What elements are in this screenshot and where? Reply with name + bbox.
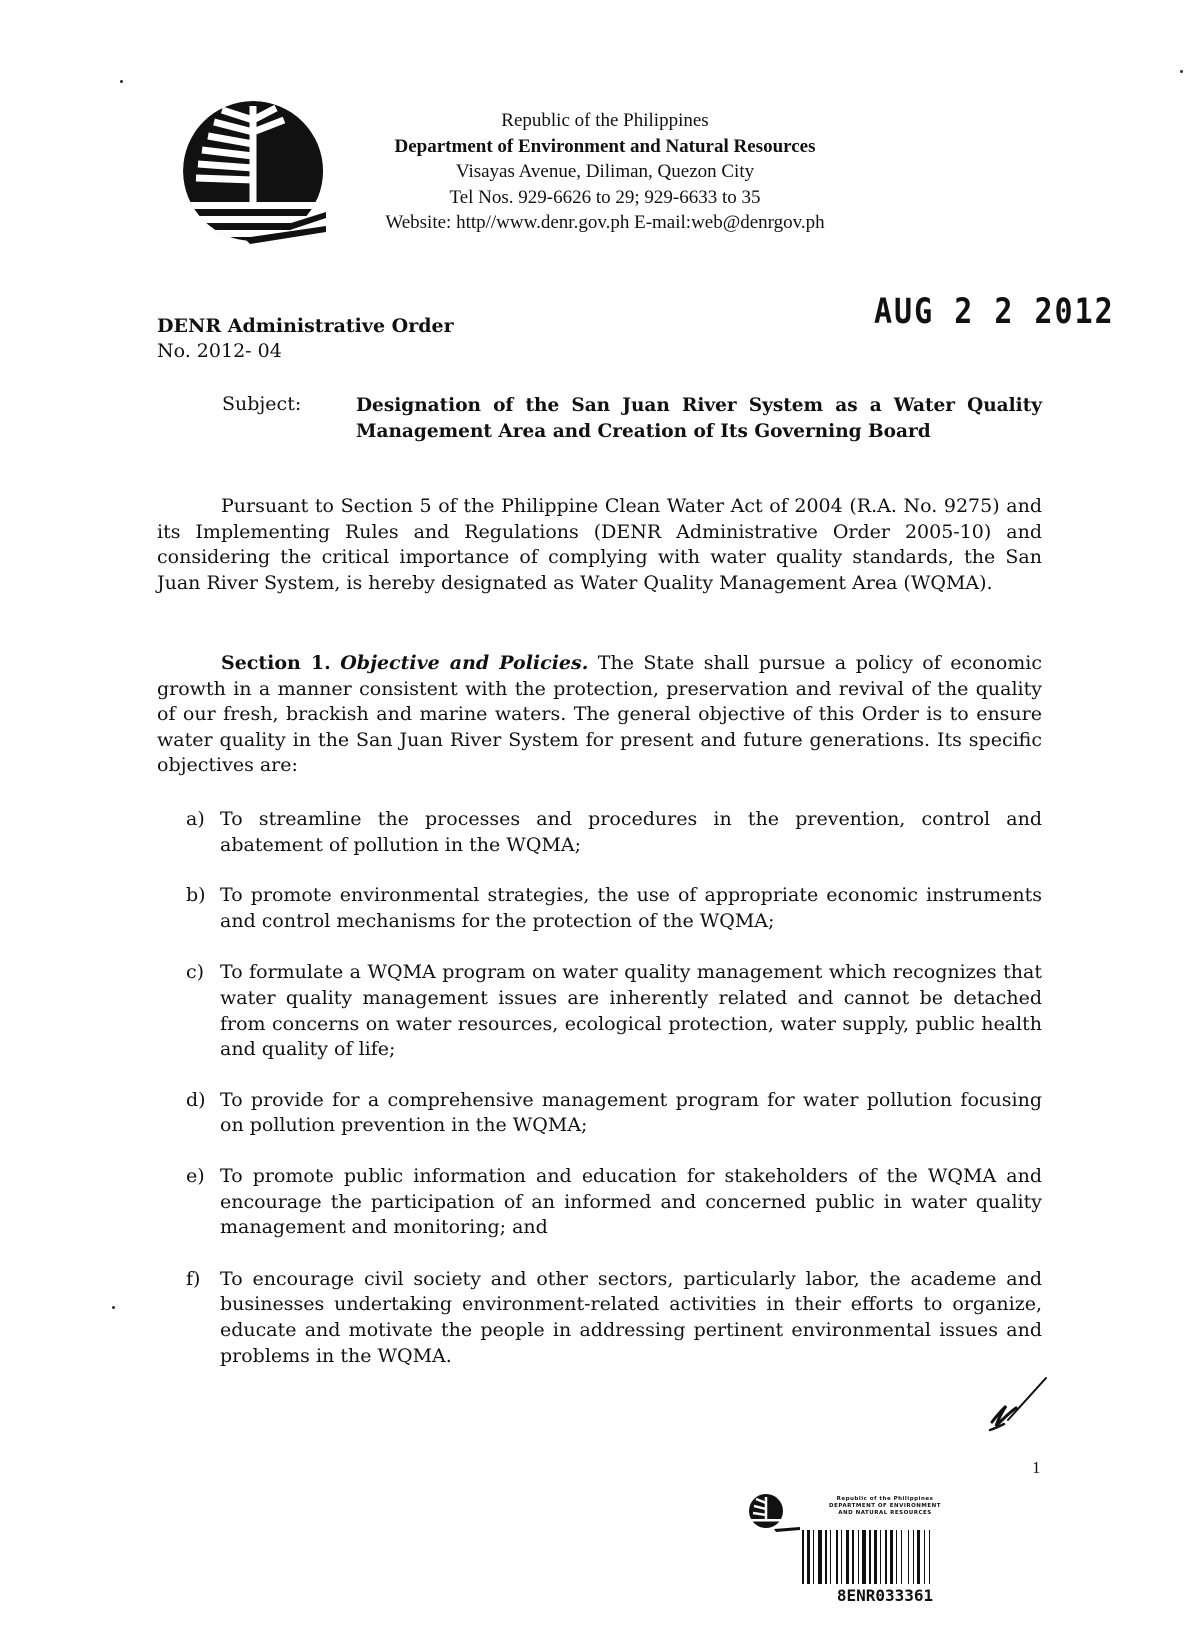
- barcode-bar: [869, 1530, 871, 1584]
- scan-speck: [1180, 70, 1183, 73]
- letterhead-website: Website: http//www.denr.gov.ph E-mail:web@denrgov.ph: [385, 212, 825, 233]
- barcode-bar: [896, 1530, 897, 1584]
- objective-item: [180, 883, 1042, 934]
- receiving-seal-icon: [744, 1491, 804, 1535]
- objective-marker: c): [186, 961, 205, 984]
- letterhead-republic: Republic of the Philippines: [501, 110, 709, 131]
- section-1-text-block: [157, 651, 1042, 779]
- barcode-bar: [924, 1530, 925, 1584]
- intro-paragraph: [157, 494, 1042, 596]
- barcode-icon: [800, 1530, 970, 1584]
- section-1-heading: Section 1.: [221, 652, 331, 674]
- barcode-bar: [874, 1530, 877, 1584]
- handwritten-initials: [982, 1370, 1052, 1440]
- objectives-list: [180, 807, 1042, 1369]
- objective-item: [180, 1267, 1042, 1369]
- barcode-bar: [880, 1530, 881, 1584]
- letterhead-agency: Department of Environment and Natural Resources: [394, 135, 816, 157]
- section-1-name: Objective and Policies.: [340, 652, 589, 674]
- barcode-bar: [862, 1530, 866, 1584]
- barcode-bar: [913, 1530, 914, 1584]
- objective-marker: a): [186, 808, 205, 830]
- objective-item: [180, 1164, 1042, 1241]
- barcode-bar: [818, 1530, 822, 1584]
- barcode-bar: [917, 1530, 920, 1584]
- objective-marker: e): [186, 1164, 205, 1187]
- barcode-bar: [901, 1530, 902, 1584]
- barcode-bar: [836, 1530, 838, 1584]
- barcode-bar: [908, 1530, 909, 1584]
- objective-marker: b): [186, 884, 206, 907]
- objective-text: To promote environmental strategies, the use of appropriate economic instruments and control mechanisms for the protection of the WQMA;: [220, 884, 1042, 932]
- page-number: 1: [1032, 1458, 1041, 1477]
- objective-text: To promote public information and education for stakeholders of the WQMA and encourage the participation of an informed and concerned public in water quality management and monitoring; and: [220, 1164, 1042, 1239]
- objective-text: To streamline the processes and procedures in the prevention, control and abatement of pollution in the WQMA;: [220, 808, 1042, 856]
- barcode-bar: [846, 1530, 849, 1584]
- objective-text: To provide for a comprehensive management program for water pollution focusing on pollution prevention in the WQMA;: [220, 1088, 1042, 1137]
- barcode-bar: [929, 1530, 930, 1584]
- barcode-bar: [858, 1530, 859, 1584]
- date-stamp: AUG 2 2 2012: [874, 292, 1115, 333]
- barcode-bar: [825, 1530, 827, 1584]
- barcode-bar: [813, 1530, 814, 1584]
- scan-speck: [120, 80, 123, 83]
- objective-text: To formulate a WQMA program on water quality management which recognizes that water quality management issues are inherently related and cannot be detached from concerns on water resources, ecological protection, water supply, public health and quality of life;: [220, 961, 1042, 1061]
- section-1-paragraph: [157, 651, 1042, 779]
- denr-logo-icon: [180, 98, 326, 244]
- barcode-bar: [890, 1530, 893, 1584]
- receiving-stamp-line: DEPARTMENT OF ENVIRONMENT: [829, 1503, 941, 1509]
- letterhead: [320, 108, 890, 236]
- section-1-text: The State shall pursue a policy of economic growth in a manner consistent with the protection, preservation and revival of the quality of our fresh, brackish and marine waters. The general objective of this Order is to ensure water quality in the San Juan River System for present and future generations. Its specific objectives are:: [157, 652, 1042, 777]
- order-title: DENR Administrative Order: [157, 315, 454, 337]
- objective-marker: d): [186, 1088, 206, 1111]
- objective-item: [180, 960, 1042, 1062]
- objective-item: [180, 1088, 1042, 1139]
- barcode-bar: [841, 1530, 842, 1584]
- objective-text: To encourage civil society and other sectors, particularly labor, the academe and businesses undertaking environment-related activities in their efforts to organize, educate and motivate the people in addressing pertinent environmental issues and problems in the WQMA.: [220, 1267, 1042, 1367]
- receiving-stamp-line: Republic of the Philippines: [836, 1496, 934, 1502]
- barcode-bar: [830, 1530, 831, 1584]
- subject-label: Subject:: [222, 393, 302, 415]
- objective-marker: f): [186, 1267, 201, 1290]
- objective-item: [180, 807, 1042, 858]
- receiving-stamp-text: [800, 1496, 970, 1517]
- letterhead-phone: Tel Nos. 929-6626 to 29; 929-6633 to 35: [449, 186, 761, 208]
- intro-paragraph-text: Pursuant to Section 5 of the Philippine Clean Water Act of 2004 (R.A. No. 9275) and its Implementing Rules and Regulations (DENR Administrative Order 2005-10) and considering the critical importance of complying with water quality standards, the San Juan River System, is hereby designated as Water Quality Management Area (WQMA).: [157, 495, 1042, 594]
- subject-text: Designation of the San Juan River System as a Water Quality Management Area and Creation of Its Governing Board: [356, 395, 1042, 442]
- barcode-bar: [807, 1530, 810, 1584]
- receiving-stamp-line: AND NATURAL RESOURCES: [838, 1510, 932, 1516]
- letterhead-address: Visayas Avenue, Diliman, Quezon City: [455, 161, 755, 182]
- barcode-bar: [802, 1530, 804, 1584]
- barcode-bar: [885, 1530, 887, 1584]
- order-number: No. 2012- 04: [157, 340, 282, 362]
- barcode-bar: [852, 1530, 854, 1584]
- scan-speck: [112, 1306, 115, 1309]
- barcode-number: 8ENR033361: [836, 1586, 934, 1605]
